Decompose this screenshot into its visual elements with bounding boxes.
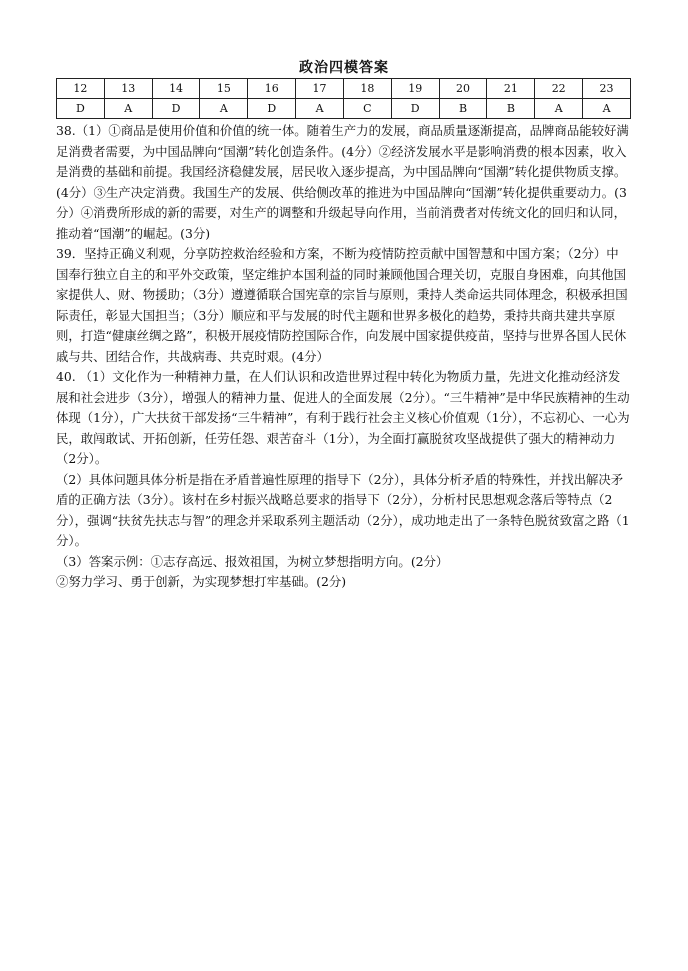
answer-body [56,121,631,593]
question-number-row [57,79,631,99]
question-number-cell: 23 [583,79,631,99]
question-number-cell: 22 [535,79,583,99]
answer-40-part-1: 40. （1）文化作为一种精神力量，在人们认识和改造世界过程中转化为物质力量，先进文化推动经济发展和社会进步（3分），增强人的精神力量、促进人的全面发展（2分）。“三牛精神”是中华民族精神的生动体现（1分），广大扶贫干部发扬“三牛精神”，有利于践行社会主义核心价值观（1分），不忘初心、一心为民，敢闯敢试、开拓创新，任劳任怨、艰苦奋斗（1分），为全面打赢脱贫攻坚战提供了强大的精神动力（2分）。 [56,369,630,466]
answer-letter-row [57,99,631,119]
answer-cell: C [343,99,391,119]
page-title: 政治四模答案 [299,60,389,76]
question-number-cell: 17 [296,79,344,99]
question-number-cell: 15 [200,79,248,99]
answer-cell: D [391,99,439,119]
answer-cell: A [200,99,248,119]
answer-40-part-3: （3）答案示例：①志存高远、报效祖国，为树立梦想指明方向。(2分） [56,553,449,569]
answer-cell: B [439,99,487,119]
question-number-cell: 12 [57,79,105,99]
answer-cell: A [583,99,631,119]
answer-cell: D [57,99,105,119]
answer-39: 39．坚持正确义利观，分享防控救治经验和方案，不断为疫情防控贡献中国智慧和中国方案；（2分）中国奉行独立自主的和平外交政策，坚定维护本国利益的同时兼顾他国合理关切，克服自身困难，向其他国家提供人、财、物援助；（3分）遵遵循联合国宪章的宗旨与原则，秉持人类命运共同体理念，积极承担国际责任，彰显大国担当；（3分）顺应和平与发展的时代主题和世界多极化的趋势，秉持共商共建共享原则，打造“健康丝绸之路”，积极开展疫情防控国际合作，向发展中国家提供疫苗，坚持与世界各国人民休戚与共、团结合作，共战病毒、共克时艰。(4分） [56,246,628,364]
question-number-cell: 16 [248,79,296,99]
answer-cell: A [296,99,344,119]
question-number-cell: 20 [439,79,487,99]
answer-40-part-2: （2）具体问题具体分析是指在矛盾普遍性原理的指导下（2分），具体分析矛盾的特殊性，并找出解决矛盾的正确方法（3分）。该村在乡村振兴战略总要求的指导下（2分），分析村民思想观念落后等特点（2分），强调“扶贫先扶志与智”的理念并采取系列主题活动（2分），成功地走出了一条特色脱贫致富之路（1分）。 [56,471,630,548]
question-number-cell: 19 [391,79,439,99]
question-number-cell: 13 [104,79,152,99]
answer-40-part-3-item-2: ②努力学习、勇于创新，为实现梦想打牢基础。(2分) [56,574,347,589]
answer-cell: A [104,99,152,119]
question-number-cell: 14 [152,79,200,99]
answer-cell: D [152,99,200,119]
answer-38: 38.（1）①商品是使用价值和价值的统一体。随着生产力的发展，商品质量逐渐提高，品牌商品能较好满足消费者需要，为中国品牌向“国潮”转化创造条件。(4分）②经济发展水平是影响消费的根本因素，收入是消费的基础和前提。我国经济稳健发展，居民收入逐步提高，为中国品牌向“国潮”转化提供物质支撑。(4分）③生产决定消费。我国生产的发展、供给侧改革的推进为中国品牌向“国潮”转化提供重要动力。(3分）④消费所形成的新的需要，对生产的调整和升级起导向作用，当前消费者对传统文化的回归和认同，推动着“国潮”的崛起。(3分) [56,123,629,241]
answer-cell: B [487,99,535,119]
question-number-cell: 18 [343,79,391,99]
question-number-cell: 21 [487,79,535,99]
answer-table [56,78,631,119]
answer-cell: A [535,99,583,119]
answer-cell: D [248,99,296,119]
